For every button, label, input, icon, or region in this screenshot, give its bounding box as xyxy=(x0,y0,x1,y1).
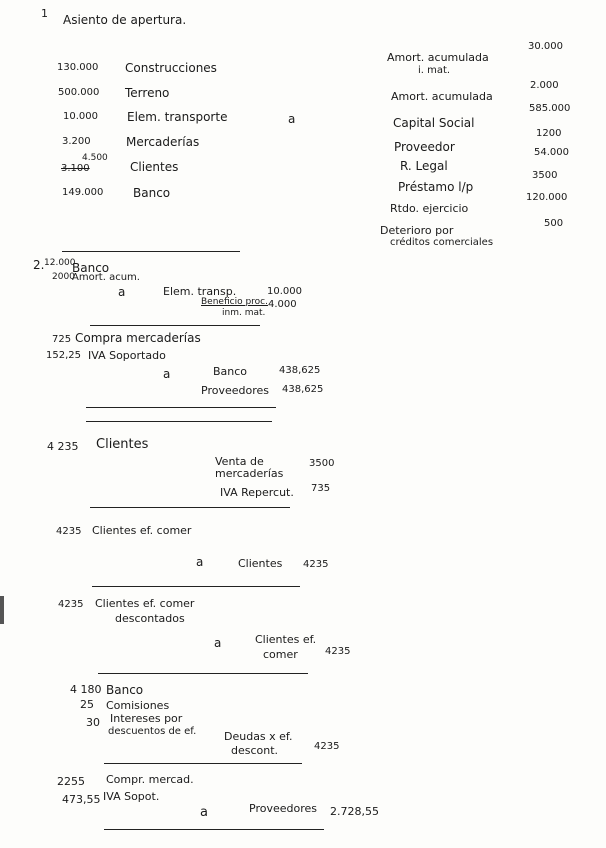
entry-7-debit-account: Banco xyxy=(106,683,144,697)
entry-7-debit-amount: 30 xyxy=(86,716,100,729)
entry-2-credit-account: Beneficio proc. xyxy=(201,297,268,307)
entry-2-debit-account: Banco xyxy=(72,261,110,275)
entry-1-title: Asiento de apertura. xyxy=(63,13,187,27)
entry-6-debit-account: Clientes ef. comer xyxy=(95,597,195,610)
entry-1-debit-account: Clientes xyxy=(130,160,179,174)
entry-1-credit-amount: 585.000 xyxy=(529,103,571,114)
left-margin-mark xyxy=(0,596,4,624)
entry-5-separator xyxy=(92,586,300,587)
entry-6-separator xyxy=(98,673,308,674)
entry-1-credit-amount: 500 xyxy=(544,218,564,229)
entry-7-credit-account: Deudas x ef. xyxy=(224,730,293,743)
entry-1-connector: a xyxy=(288,112,296,126)
entry-3-credit-account: Banco xyxy=(213,365,248,378)
entry-1-credit-account-line2: créditos comerciales xyxy=(390,237,494,248)
entry-1-debit-account: Banco xyxy=(133,186,171,200)
entry-4-credit-account-line2: mercaderías xyxy=(215,467,284,480)
entry-4-credit-account: IVA Repercut. xyxy=(220,486,294,499)
entry-1-number: 1 xyxy=(41,7,48,20)
entry-7-debit-amount: 4 180 xyxy=(70,683,102,696)
entry-1-credit-account: Deterioro por xyxy=(380,224,454,237)
entry-3-credit-amount: 438,625 xyxy=(282,384,324,395)
entry-1-crossed-amount: 3.100 xyxy=(61,163,90,174)
entry-1-credit-amount: 2.000 xyxy=(530,80,559,91)
entry-1-credit-amount: 30.000 xyxy=(528,41,563,52)
entry-2-credit-account: Elem. transp. xyxy=(163,285,237,298)
entry-2-credit-amount: 4.000 xyxy=(268,299,297,310)
entry-8-credit-amount: 2.728,55 xyxy=(330,805,379,818)
entry-1-credit-account: Amort. acumulada xyxy=(391,90,493,103)
entry-2-credit-account-line2: inm. mat. xyxy=(222,308,266,318)
entry-7-debit-account: Intereses por xyxy=(110,712,183,725)
entry-1-credit-account: Capital Social xyxy=(393,116,475,130)
entry-3-connector: a xyxy=(163,367,171,381)
entry-1-debit-amount: 500.000 xyxy=(58,87,100,98)
entry-8-debit-account: IVA Sopot. xyxy=(103,790,160,803)
entry-4-credit-account: Venta de xyxy=(215,455,264,468)
entry-8-connector: a xyxy=(200,805,208,820)
entry-5-credit-amount: 4235 xyxy=(303,559,329,570)
entry-1-credit-account: R. Legal xyxy=(400,159,448,173)
entry-1-credit-amount: 54.000 xyxy=(534,147,569,158)
entry-4-debit-amount: 4 235 xyxy=(47,440,79,453)
entry-1-debit-amount: 10.000 xyxy=(63,111,98,122)
entry-1-credit-account: Proveedor xyxy=(394,140,455,154)
entry-4-separator xyxy=(90,507,290,508)
entry-7-credit-amount: 4235 xyxy=(314,741,340,752)
entry-5-connector: a xyxy=(196,555,204,569)
entry-8-debit-amount: 473,55 xyxy=(62,793,101,806)
entry-7-debit-account-line2: descuentos de ef. xyxy=(108,726,197,737)
entry-7-debit-amount: 25 xyxy=(80,698,94,711)
entry-1-debit-account: Terreno xyxy=(125,86,170,100)
entry-7-credit-account-line2: descont. xyxy=(231,744,279,757)
entry-4-credit-amount: 735 xyxy=(311,483,331,494)
entry-5-debit-account: Clientes ef. comer xyxy=(92,524,192,537)
entry-1-debit-account: Construcciones xyxy=(125,61,217,75)
entry-1-credit-account: Amort. acumulada xyxy=(387,51,489,64)
entry-8-debit-amount: 2255 xyxy=(57,775,85,788)
entry-5-credit-account: Clientes xyxy=(238,557,283,570)
entry-2-number: 2. xyxy=(33,258,45,272)
entry-5-debit-amount: 4235 xyxy=(56,526,82,537)
entry-3-debit-account: Compra mercaderías xyxy=(75,331,201,345)
entry-2-debit-amount: 12.000 xyxy=(44,258,76,268)
entry-1-corrected-amount: 4.500 xyxy=(82,153,108,163)
entry-1-debit-account: Mercaderías xyxy=(126,135,200,149)
entry-3-separator xyxy=(86,407,276,408)
entry-3-debit-amount: 152,25 xyxy=(46,350,81,361)
entry-1-credit-account: Préstamo l/p xyxy=(398,180,474,194)
entry-1-credit-account-line2: i. mat. xyxy=(418,65,451,76)
entry-8-credit-account: Proveedores xyxy=(249,802,317,815)
entry-6-credit-account-line2: comer xyxy=(263,648,298,661)
entry-3-debit-account: IVA Soportado xyxy=(88,349,166,362)
entry-2-credit-amount: 10.000 xyxy=(267,286,302,297)
entry-6-debit-amount: 4235 xyxy=(58,599,84,610)
entry-3-debit-amount: 725 xyxy=(52,334,72,345)
entry-6-credit-amount: 4235 xyxy=(325,646,351,657)
entry-2-debit-account: Amort. acum. xyxy=(72,272,140,283)
entry-1-debit-account: Elem. transporte xyxy=(127,110,228,124)
entry-2-separator xyxy=(90,325,260,326)
entry-4-credit-amount: 3500 xyxy=(309,458,335,469)
entry-1-debit-amount: 130.000 xyxy=(57,62,99,73)
entry-7-debit-account: Comisiones xyxy=(106,699,170,712)
entry-7-separator xyxy=(104,763,302,764)
entry-1-credit-amount: 1200 xyxy=(536,128,562,139)
entry-6-debit-account-line2: descontados xyxy=(115,612,185,625)
entry-6-connector: a xyxy=(214,636,222,650)
entry-2-connector: a xyxy=(118,285,126,299)
entry-3-credit-account: Proveedores xyxy=(201,384,269,397)
entry-1-credit-amount: 3500 xyxy=(532,170,558,181)
entry-6-credit-account: Clientes ef. xyxy=(255,633,317,646)
entry-1-separator xyxy=(62,251,240,252)
entry-2-debit-amount: 2000 xyxy=(52,272,75,282)
entry-3-separator xyxy=(86,421,272,422)
entry-1-debit-amount: 149.000 xyxy=(62,187,104,198)
entry-1-credit-amount: 120.000 xyxy=(526,192,568,203)
entry-4-debit-account: Clientes xyxy=(96,437,149,452)
entry-1-credit-account: Rtdo. ejercicio xyxy=(390,202,469,215)
entry-8-debit-account: Compr. mercad. xyxy=(106,773,194,786)
entry-3-credit-amount: 438,625 xyxy=(279,365,321,376)
entry-1-debit-amount: 3.200 xyxy=(62,136,91,147)
entry-8-separator xyxy=(104,829,324,830)
